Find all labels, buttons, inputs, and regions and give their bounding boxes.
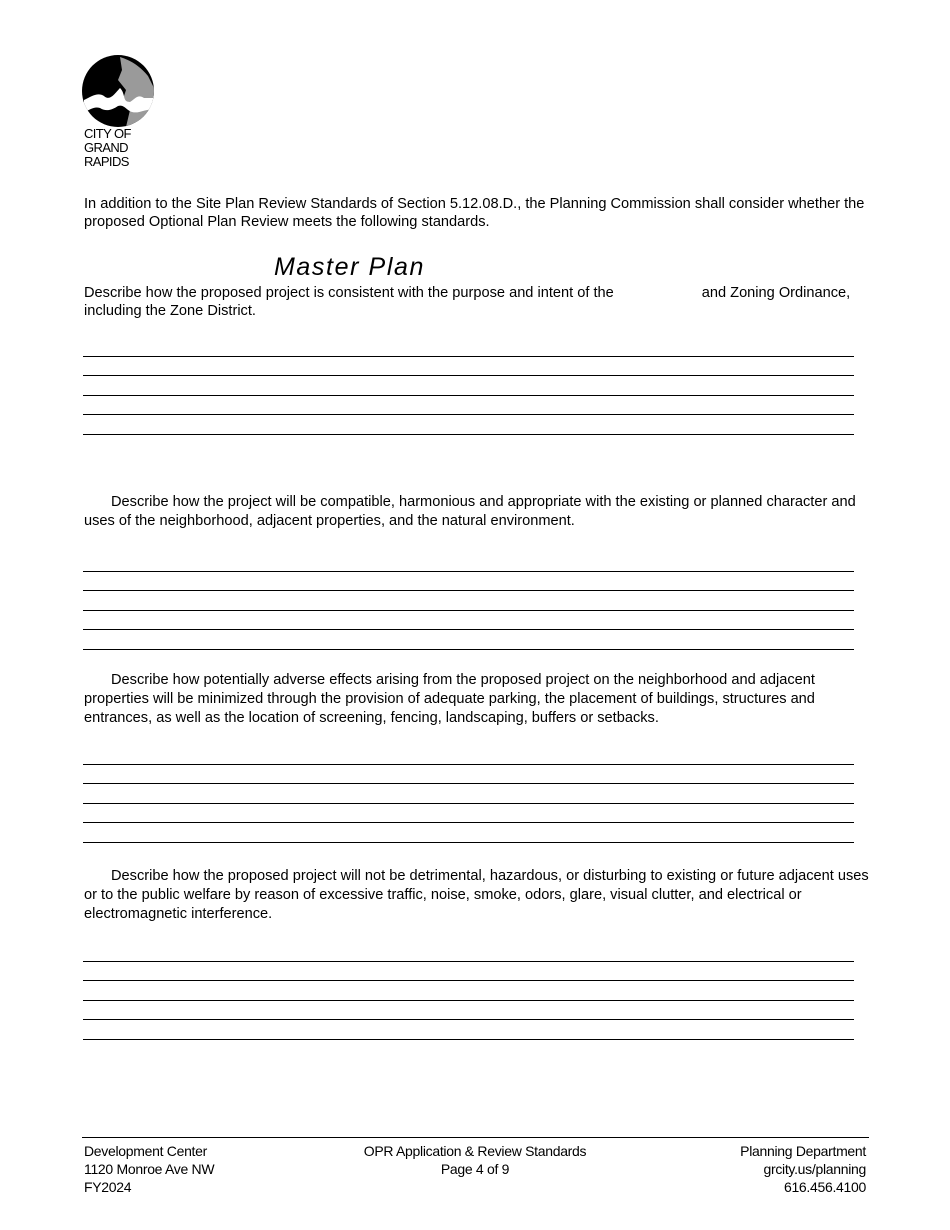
footer-website: grcity.us/planning	[763, 1161, 866, 1177]
answer-line[interactable]	[83, 611, 854, 631]
logo-line-3: RAPIDS	[84, 154, 129, 169]
question-1-text-part2: and Zoning Ordinance, including the Zone District.	[84, 285, 851, 319]
answer-area-3[interactable]	[83, 745, 854, 843]
answer-area-4[interactable]	[83, 942, 854, 1040]
footer-office: Development Center	[84, 1143, 207, 1159]
answer-line[interactable]	[83, 784, 854, 804]
answer-line[interactable]	[83, 357, 854, 377]
answer-line[interactable]	[83, 630, 854, 650]
question-4-text: Describe how the proposed project will not be detrimental, hazardous, or disturbing to existing or future adjacent uses or to the public welfare by reason of excessive traffic, noise, smoke, odors, glare, visual clutter, and electrical or electromagnetic interference.	[84, 868, 869, 922]
answer-line[interactable]	[83, 804, 854, 824]
answer-line[interactable]	[83, 745, 854, 765]
footer-fiscal-year: FY2024	[84, 1179, 132, 1195]
footer-address: 1120 Monroe Ave NW	[84, 1161, 215, 1177]
answer-line[interactable]	[83, 591, 854, 611]
answer-line[interactable]	[83, 396, 854, 416]
question-3-text: Describe how potentially adverse effects arising from the proposed project on the neighborhood and adjacent properties will be minimized through the provision of adequate parking, the placement of buildings, structures and entrances, as well as the location of screening, fencing, landscaping, buffers or setbacks.	[84, 672, 815, 726]
answer-line[interactable]	[83, 337, 854, 357]
question-2	[84, 493, 874, 531]
footer-divider	[82, 1137, 869, 1138]
answer-area-2[interactable]	[83, 552, 854, 650]
footer-phone: 616.456.4100	[783, 1179, 866, 1195]
question-2-text: Describe how the project will be compatible, harmonious and appropriate with the existing or planned character and uses of the neighborhood, adjacent properties, and the natural environment.	[84, 494, 856, 529]
logo-wordmark	[84, 127, 131, 169]
answer-line[interactable]	[83, 942, 854, 962]
logo-line-1: CITY OF	[84, 126, 131, 141]
footer-page-number: Page 4 of 9	[440, 1161, 510, 1177]
intro-paragraph: In addition to the Site Plan Review Standards of Section 5.12.08.D., the Planning Commission shall consider whether the proposed Optional Plan Review meets the following standards.	[84, 196, 865, 230]
question-1	[84, 284, 874, 320]
answer-line[interactable]	[83, 765, 854, 785]
footer-left	[84, 1142, 214, 1196]
footer-department: Planning Department	[740, 1143, 866, 1159]
answer-line[interactable]	[83, 572, 854, 592]
footer-center	[330, 1142, 620, 1178]
answer-line[interactable]	[83, 415, 854, 435]
answer-line[interactable]	[83, 552, 854, 572]
answer-area-1[interactable]	[83, 337, 854, 435]
footer-right	[740, 1142, 866, 1196]
question-1-text-part1: Describe how the proposed project is consistent with the purpose and intent of the	[84, 285, 614, 301]
answer-line[interactable]	[83, 1020, 854, 1040]
footer-document-title: OPR Application & Review Standards	[363, 1143, 587, 1159]
question-4	[84, 867, 874, 924]
answer-line[interactable]	[83, 962, 854, 982]
section-title: Master Plan	[274, 253, 425, 281]
answer-line[interactable]	[83, 981, 854, 1001]
question-3	[84, 671, 874, 728]
logo-line-2: GRAND	[84, 140, 128, 155]
answer-line[interactable]	[83, 1001, 854, 1021]
answer-line[interactable]	[83, 376, 854, 396]
answer-line[interactable]	[83, 823, 854, 843]
